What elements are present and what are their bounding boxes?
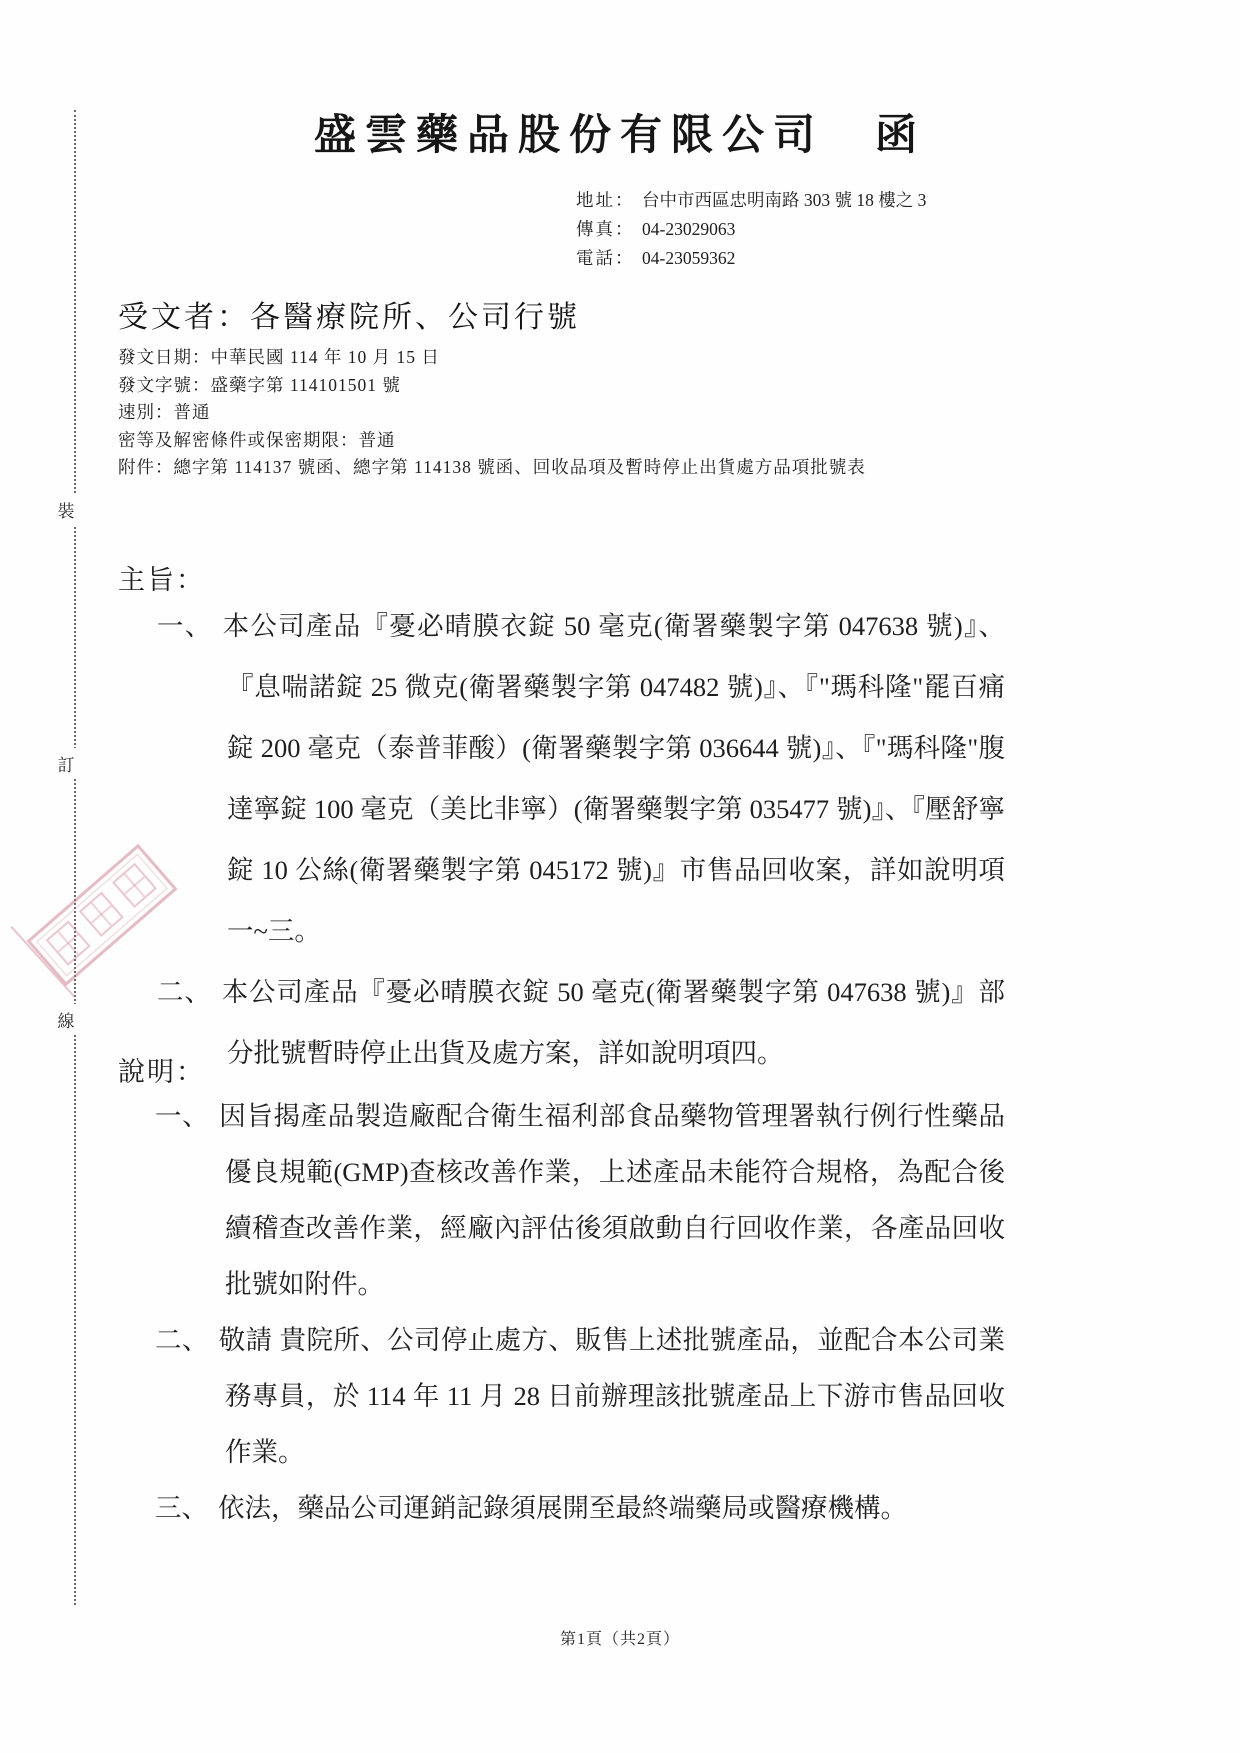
seal-outline bbox=[26, 844, 177, 986]
address-value: 台中市西區忠明南路 303 號 18 樓之 3 bbox=[642, 190, 927, 210]
binding-mark-ding: 訂 bbox=[55, 748, 77, 779]
page-title: 盛雲藥品股份有限公司 函 bbox=[313, 113, 926, 159]
explanation-label: 說明： bbox=[118, 1057, 205, 1087]
seal-glyph bbox=[46, 920, 91, 965]
subject-label: 主旨： bbox=[118, 565, 205, 595]
phone-label: 電話： bbox=[576, 248, 635, 268]
item-text: 敬請 貴院所、公司停止處方、販售上述批號產品，並配合本公司業務專員，於 114 年 11 月 28 日前辦理該批號產品上下游市售品回收作業。 bbox=[218, 1325, 1006, 1467]
seal-glyph bbox=[79, 892, 124, 937]
item-text: 本公司產品『憂必晴膜衣錠 50 毫克(衛署藥製字第 047638 號)』部分批號暫時停止出貨及處方案，詳如說明項四。 bbox=[221, 977, 1006, 1068]
item-text: 本公司產品『憂必晴膜衣錠 50 毫克(衛署藥製字第 047638 號)』、『息喘諾錠 25 微克(衛署藥製字第 047482 號)』、『"瑪科隆"罷百痛錠 200 毫克（泰普菲酸）(衛署藥製字第 036644 號)』、『"瑪科隆"腹達寧錠 100 毫克（美比非寧）(衛署藥製字第 035477 號)』、『壓舒寧錠 10 公絲(衛署藥製字第 045172 號)』市售品回收案，詳如說明項一~三。 bbox=[222, 611, 1005, 946]
binding-mark-xian: 線 bbox=[55, 1004, 77, 1035]
subject-item-2 bbox=[157, 962, 1005, 1084]
contact-fax-row bbox=[576, 215, 926, 244]
phone-value: 04-23059362 bbox=[642, 248, 736, 268]
meta-speed: 速別：普通 bbox=[118, 402, 211, 422]
meta-issue-date: 發文日期：中華民國 114 年 10 月 15 日 bbox=[118, 347, 440, 367]
explanation-item-3 bbox=[155, 1480, 1005, 1536]
item-number: 一、 bbox=[157, 611, 213, 641]
page-footer: 第1頁（共2頁） bbox=[559, 1631, 680, 1648]
seal-stray-line bbox=[11, 926, 76, 998]
item-number: 二、 bbox=[157, 977, 212, 1007]
meta-doc-number: 發文字號：盛藥字第 114101501 號 bbox=[118, 374, 401, 395]
item-text: 因旨揭產品製造廠配合衛生福利部食品藥物管理署執行例行性藥品優良規範(GMP)查核改善作業，上述產品未能符合規格，為配合後續稽查改善作業，經廠內評估後須啟動自行回收作業，各產品回收批號如附件。 bbox=[219, 1101, 1006, 1299]
item-number: 一、 bbox=[155, 1101, 210, 1131]
seal-glyph bbox=[112, 863, 157, 908]
contact-block bbox=[576, 186, 926, 273]
address-label: 地址： bbox=[576, 190, 635, 210]
fax-value: 04-23029063 bbox=[642, 219, 736, 239]
explanation-item-1 bbox=[155, 1088, 1005, 1312]
binding-dotted-line bbox=[74, 110, 76, 1605]
company-seal-stamp bbox=[10, 830, 180, 1005]
explanation-item-2 bbox=[155, 1312, 1005, 1480]
item-text: 依法，藥品公司運銷記錄須展開至最終端藥局或醫療機構。 bbox=[218, 1493, 907, 1523]
contact-address-row bbox=[576, 186, 926, 215]
meta-attachments: 附件：總字第 114137 號函、總字第 114138 號函、回收品項及暫時停止出貨處方品項批號表 bbox=[118, 457, 866, 477]
binding-mark-zhuang: 裝 bbox=[55, 494, 77, 525]
contact-phone-row bbox=[576, 244, 926, 273]
meta-block bbox=[118, 344, 1028, 482]
item-number: 三、 bbox=[155, 1493, 208, 1523]
item-number: 二、 bbox=[155, 1325, 209, 1355]
meta-classification: 密等及解密條件或保密期限：普通 bbox=[118, 429, 396, 450]
explanation-items bbox=[155, 1088, 1005, 1536]
recipient-line: 受文者：各醫療院所、公司行號 bbox=[118, 301, 580, 334]
subject-items bbox=[157, 596, 1005, 1084]
fax-label: 傳真： bbox=[576, 219, 635, 239]
subject-item-1 bbox=[157, 596, 1005, 962]
